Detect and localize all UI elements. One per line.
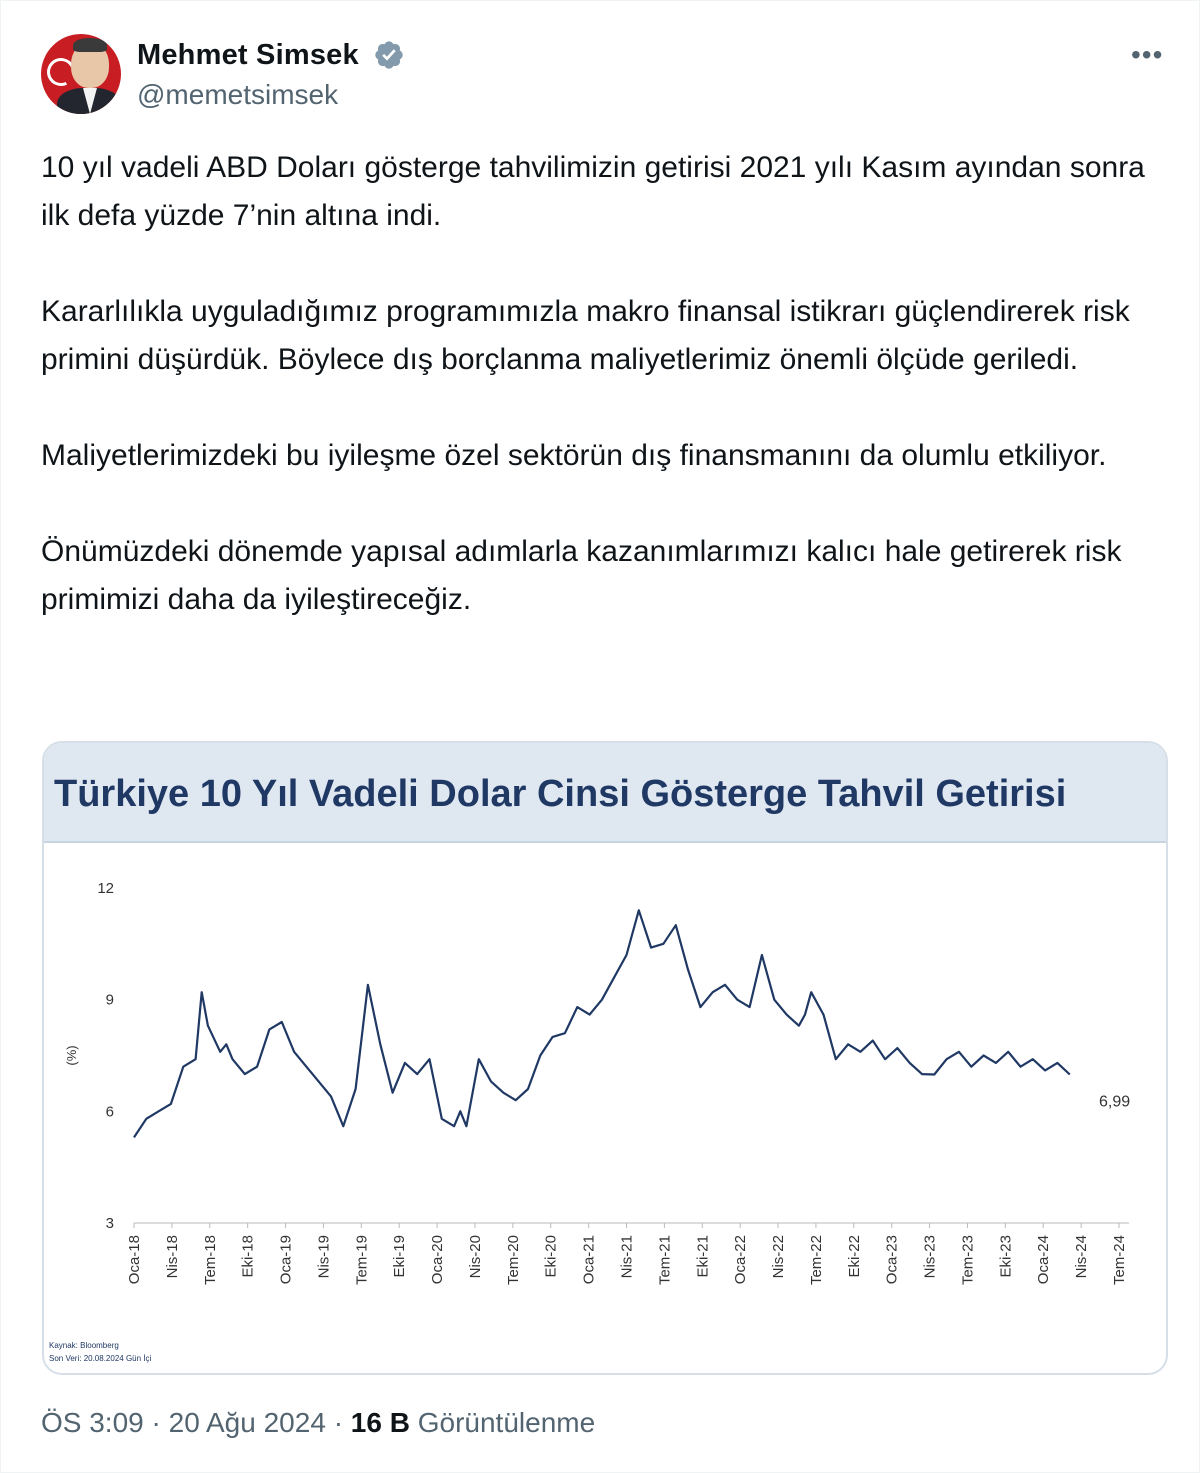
author-handle[interactable]: @memetsimsek (137, 79, 339, 110)
x-tick-label: Eki-20 (542, 1235, 560, 1278)
x-tick-label: Tem-20 (504, 1235, 522, 1286)
more-options-icon[interactable]: ••• (1131, 39, 1164, 70)
y-tick-label: 9 (105, 991, 114, 1009)
x-tick-label: Tem-18 (201, 1235, 219, 1286)
x-tick-label: Oca-24 (1035, 1235, 1053, 1285)
tweet-text (41, 144, 1171, 672)
x-tick-label: Eki-21 (694, 1235, 712, 1278)
x-tick-label: Eki-22 (845, 1235, 863, 1278)
tweet-paragraph: Önümüzdeki dönemde yapısal adımlarla kazanımlarımızı kalıcı hale getirerek risk primimizi daha da iyileştireceğiz. (41, 535, 1122, 616)
y-tick-label: 3 (105, 1215, 114, 1232)
source-note: Kaynak: Bloomberg (49, 1341, 119, 1350)
y-tick-label: 12 (97, 880, 114, 897)
x-tick-label: Oca-19 (277, 1235, 295, 1285)
x-tick-label: Oca-18 (126, 1235, 143, 1285)
x-tick-label: Nis-24 (1073, 1235, 1091, 1279)
x-tick-label: Tem-23 (959, 1235, 977, 1286)
chart-svg (44, 843, 1166, 1373)
views-count[interactable]: 16 B (350, 1407, 410, 1438)
author-name[interactable]: Mehmet Simsek (137, 39, 359, 71)
avatar[interactable] (41, 34, 121, 114)
tweet-paragraph: Kararlılıkla uyguladığımız programımızla makro finansal istikrarı güçlendirerek risk primini düşürdük. Böylece dış borçlanma maliyetlerimiz önemli ölçüde geriledi. (41, 295, 1130, 376)
x-tick-label: Oca-20 (429, 1235, 447, 1285)
source-note: Son Veri: 20.08.2024 Gün İçi (49, 1354, 152, 1363)
tweet-footer (41, 1407, 595, 1439)
x-tick-label: Tem-21 (656, 1235, 674, 1286)
y-axis-label: (%) (64, 1045, 79, 1066)
x-tick-label: Nis-22 (770, 1235, 788, 1279)
x-tick-label: Oca-21 (580, 1235, 598, 1285)
verified-badge-icon (373, 39, 405, 71)
x-tick-label: Nis-18 (163, 1235, 181, 1279)
x-tick-label: Eki-19 (391, 1235, 409, 1278)
chart-title: Türkiye 10 Yıl Vadeli Dolar Cinsi Gösterge Tahvil Getirisi (54, 773, 1067, 815)
x-tick-label: Oca-23 (883, 1235, 901, 1285)
x-tick-label: Nis-19 (315, 1235, 333, 1279)
x-tick-label: Oca-22 (732, 1235, 750, 1285)
views-label[interactable]: Görüntülenme (417, 1407, 596, 1438)
x-tick-label: Nis-21 (618, 1235, 636, 1279)
separator-dot: · (151, 1407, 161, 1438)
x-tick-label: Nis-20 (466, 1235, 484, 1279)
tweet-paragraph: 10 yıl vadeli ABD Doları gösterge tahvilimizin getirisi 2021 yılı Kasım ayından sonra ilk defa yüzde 7’nin altına indi. (41, 151, 1145, 232)
x-tick-label: Tem-22 (807, 1235, 825, 1286)
tweet-paragraph: Maliyetlerimizdeki bu iyileşme özel sektörün dış finansmanını da olumlu etkiliyor. (41, 439, 1107, 472)
tweet-time[interactable]: ÖS 3:09 (41, 1407, 144, 1438)
x-tick-label: Nis-23 (921, 1235, 939, 1279)
y-tick-label: 6 (105, 1103, 114, 1121)
chart-header (44, 743, 1166, 843)
x-tick-label: Eki-18 (239, 1235, 257, 1278)
avatar-hair (73, 38, 107, 52)
last-value-label: 6,99 (1099, 1093, 1131, 1111)
x-tick-label: Tem-19 (353, 1235, 371, 1286)
x-tick-label: Tem-24 (1111, 1235, 1128, 1286)
separator-dot: · (333, 1407, 344, 1438)
x-tick-label: Eki-23 (997, 1235, 1015, 1278)
series-line (134, 910, 1070, 1137)
tweet-date[interactable]: 20 Ağu 2024 (168, 1407, 326, 1438)
chart-image-card[interactable] (42, 741, 1168, 1375)
